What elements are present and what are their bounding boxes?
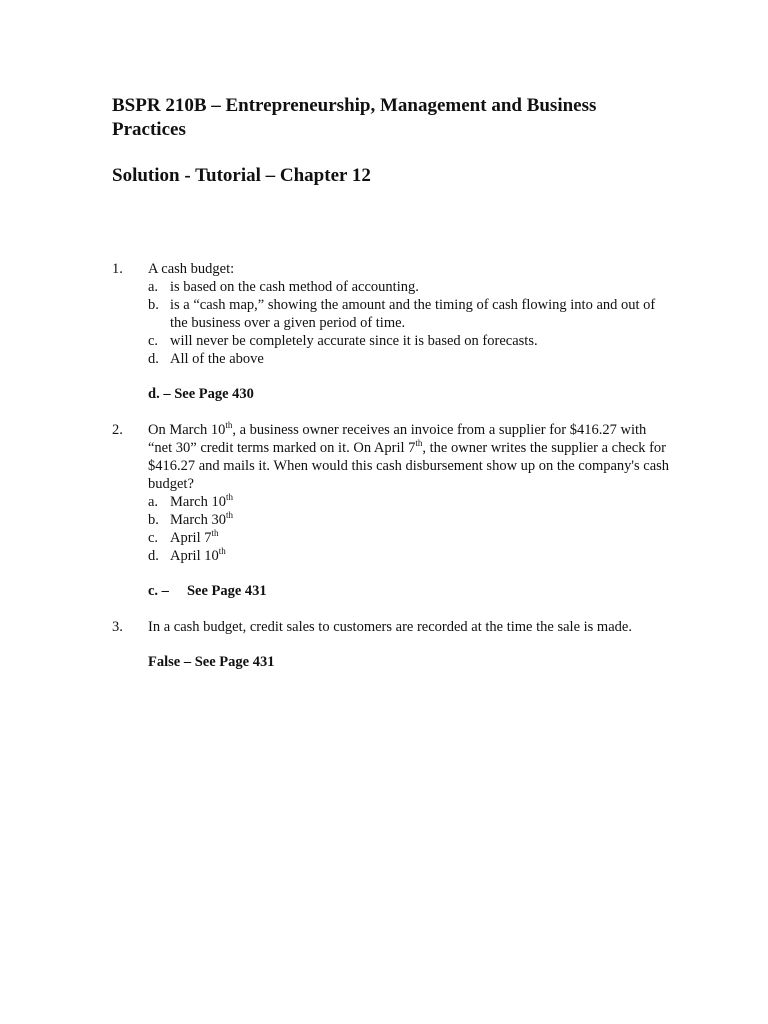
answer: c. – See Page 431 xyxy=(148,583,267,599)
option-text: April 10th xyxy=(170,546,226,564)
option-letter: c. xyxy=(148,333,159,349)
option-a xyxy=(148,278,672,296)
option-d xyxy=(148,547,672,565)
document-subtitle: Solution - Tutorial – Chapter 12 xyxy=(112,165,371,186)
question-3 xyxy=(112,618,672,671)
option-letter: d. xyxy=(148,548,159,564)
option-d xyxy=(148,350,672,368)
option-letter: b. xyxy=(148,512,159,528)
option-letter: a. xyxy=(148,279,159,295)
answer: d. – See Page 430 xyxy=(148,386,254,402)
option-b xyxy=(148,296,672,332)
option-c xyxy=(148,529,672,547)
option-text: will never be completely accurate since it is based on forecasts. xyxy=(170,333,538,349)
option-text: All of the above xyxy=(170,351,264,367)
option-letter: b. xyxy=(148,297,159,313)
option-text: is a “cash map,” showing the amount and the timing of cash flowing into and out of the business over a given period of time. xyxy=(170,297,656,331)
option-c xyxy=(148,332,672,350)
question-number: 1. xyxy=(112,261,123,277)
question-number: 2. xyxy=(112,422,123,438)
question-number: 3. xyxy=(112,619,123,635)
question-text: In a cash budget, credit sales to customers are recorded at the time the sale is made. xyxy=(148,619,632,635)
option-text: is based on the cash method of accounting. xyxy=(170,279,419,295)
option-letter: c. xyxy=(148,530,159,546)
question-text: A cash budget: xyxy=(148,261,235,277)
option-a xyxy=(148,493,672,511)
option-letter: d. xyxy=(148,351,159,367)
option-text: March 30th xyxy=(170,510,233,528)
question-2 xyxy=(112,421,672,600)
question-text: On March 10th, a business owner receives an invoice from a supplier for $416.27 with “net 30” credit terms marked on it. On April 7th, the owner writes the supplier a check for $416.27 and mails it. When would this cash disbursement show up on the company's cash budget? xyxy=(148,420,670,492)
option-text: April 7th xyxy=(170,528,219,546)
document-title: BSPR 210B – Entrepreneurship, Management and Business Practices xyxy=(112,95,597,140)
option-letter: a. xyxy=(148,494,159,510)
question-1 xyxy=(112,260,672,403)
answer: False – See Page 431 xyxy=(148,654,275,670)
option-b xyxy=(148,511,672,529)
option-text: March 10th xyxy=(170,492,233,510)
